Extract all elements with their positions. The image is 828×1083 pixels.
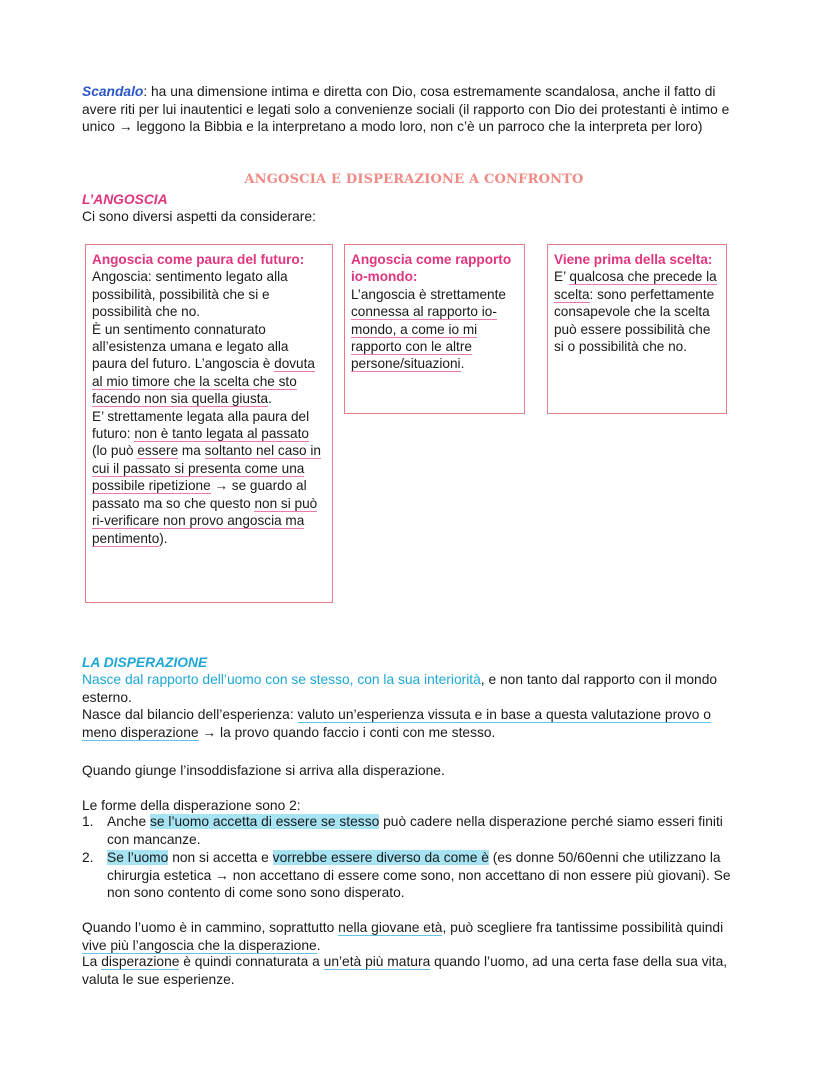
box-rapporto-io-mondo — [344, 244, 525, 414]
disperazione-l1a: Nasce dal rapporto dell’uomo con se stesso, con la sua interiorità — [82, 672, 481, 687]
box1-p3d: essere — [137, 443, 179, 459]
conclusion-c1c: , può scegliere fra tantissime possibilità quindi — [442, 920, 724, 935]
box1-p3f: soltanto nel caso in cui il passato si presenta come una possibile ripetizione — [92, 443, 321, 494]
scandalo-paragraph — [82, 83, 747, 136]
conclusion-c2e: quando l’uomo, ad una certa fase della sua vita, valuta le sue esperienze. — [82, 954, 728, 987]
conclusion-p2 — [82, 953, 747, 988]
conclusion-c1e: . — [316, 937, 321, 953]
box1-p2 — [92, 321, 324, 408]
box1-p3a: E’ strettamente legata alla paura del futuro: — [92, 408, 310, 442]
disperazione-p2 — [82, 706, 747, 741]
conclusion-p1 — [82, 919, 747, 954]
form-item-2 — [82, 849, 747, 902]
angoscia-intro: Ci sono diversi aspetti da considerare: — [82, 209, 316, 224]
conclusion-c1b: nella giovane età — [338, 920, 443, 935]
forms-intro: Le forme della disperazione sono 2: — [82, 798, 301, 813]
box3-p1a: E’ — [554, 269, 570, 285]
form-item-1-b: se l’uomo accetta di essere se stesso — [149, 814, 380, 829]
form-item-2-num: 2. — [82, 850, 94, 866]
box1-p3c: (lo può — [92, 443, 138, 459]
box2-p1 — [351, 286, 516, 373]
box1-title: Angoscia come paura del futuro: — [92, 252, 305, 267]
box1-p3h: non si può ri-verificare non provo angoscia ma pentimento — [92, 495, 318, 546]
box3-p1 — [554, 268, 718, 355]
box3-p1c: : sono perfettamente consapevole che la scelta può essere possibilità che si o possibilità che no. — [554, 286, 715, 355]
disperazione-l2a: Nasce dal bilancio dell’esperienza: — [82, 707, 298, 722]
box1-p3b: non è tanto legata al passato — [134, 426, 309, 442]
conclusion-c2a: La — [82, 954, 102, 969]
form-item-2-b: non si accetta e — [168, 850, 273, 866]
scandalo-term: Scandalo — [82, 84, 144, 99]
conclusion-c1d: vive più l’angoscia che la disperazione — [82, 937, 317, 953]
box1-p2c: . — [268, 391, 272, 407]
form-item-1 — [82, 813, 747, 848]
box1-p3e: ma — [178, 443, 205, 459]
forms-list — [82, 813, 747, 902]
box2-p1a: L’angoscia è strettamente — [351, 286, 506, 302]
box1-p2a: È un sentimento connaturato all’esistenza umana e legato alla paura del futuro. L’angoscia è — [92, 321, 289, 372]
form-item-1-num: 1. — [82, 814, 94, 829]
box3-title: Viene prima della scelta: — [554, 252, 713, 267]
conclusion-c2d: un’età più matura — [323, 954, 431, 969]
form-item-2-c: vorrebbe essere diverso da come è — [272, 850, 489, 866]
box2-title: Angoscia come rapporto io-mondo: — [351, 252, 512, 285]
disperazione-l1b: , e non tanto dal rapporto con il mondo esterno. — [82, 672, 718, 705]
box2-p1b: connessa al rapporto io-mondo, a come io mi rapporto con le altre persone/situazioni — [351, 304, 497, 372]
angoscia-heading — [82, 191, 747, 209]
conclusion-c2b: disperazione — [101, 954, 180, 969]
disperazione-heading — [82, 654, 747, 672]
disperazione-p1 — [82, 671, 747, 706]
section-title: ANGOSCIA E DISPERAZIONE A CONFRONTO — [244, 172, 584, 187]
disperazione-l2c: → la provo quando faccio i conti con me stesso. — [198, 724, 496, 740]
form-item-1-a: Anche — [107, 814, 150, 829]
box1-p2b: dovuta al mio timore che la scelta che sto facendo non sia quella giusta — [92, 356, 315, 407]
scandalo-text: : ha una dimensione intima e diretta con Dio, cosa estremamente scandalosa, anche il fatto di avere riti per lui inautentici e legati solo a convenienze sociali (il rapporto con Dio dei protestanti è intimo e unico → leggono la Bibbia e la interpretano a modo loro, non c’è un parroco che la interpreta per loro) — [82, 84, 730, 135]
disperazione-heading-text: LA DISPERAZIONE — [82, 655, 208, 670]
box-prima-della-scelta — [547, 244, 727, 414]
form-item-2-d: (es donne 50/60enni che utilizzano la chirurgia estetica → non accettano di essere come sono, non accettano di non essere più giovani). Se non sono contento di come sono sono disperato. — [107, 850, 731, 901]
disperazione-p3: Quando giunge l’insoddisfazione si arriva alla disperazione. — [82, 763, 445, 778]
form-item-1-c: può cadere nella disperazione perché siamo esseri finiti con mancanze. — [107, 814, 723, 847]
conclusion-c2c: è quindi connaturata a — [179, 954, 324, 969]
box3-p1b: qualcosa che precede la scelta — [554, 269, 717, 302]
form-item-2-a: Se l’uomo — [107, 850, 169, 866]
box1-p3g: → se guardo al passato ma so che questo — [92, 478, 307, 511]
disperazione-l2b: valuto un’esperienza vissuta e in base a questa valutazione provo o meno disperazione — [82, 707, 711, 740]
box1-p1: Angoscia: sentimento legato alla possibilità, possibilità che si e possibilità che no. — [92, 269, 288, 320]
angoscia-heading-text: L’ANGOSCIA — [82, 192, 168, 207]
box1-p3 — [92, 408, 324, 547]
box2-p1c: . — [460, 356, 465, 372]
conclusion-c1a: Quando l’uomo è in cammino, soprattutto — [82, 920, 339, 935]
box1-p3i: ). — [159, 530, 168, 546]
box-paura-futuro — [85, 244, 333, 603]
